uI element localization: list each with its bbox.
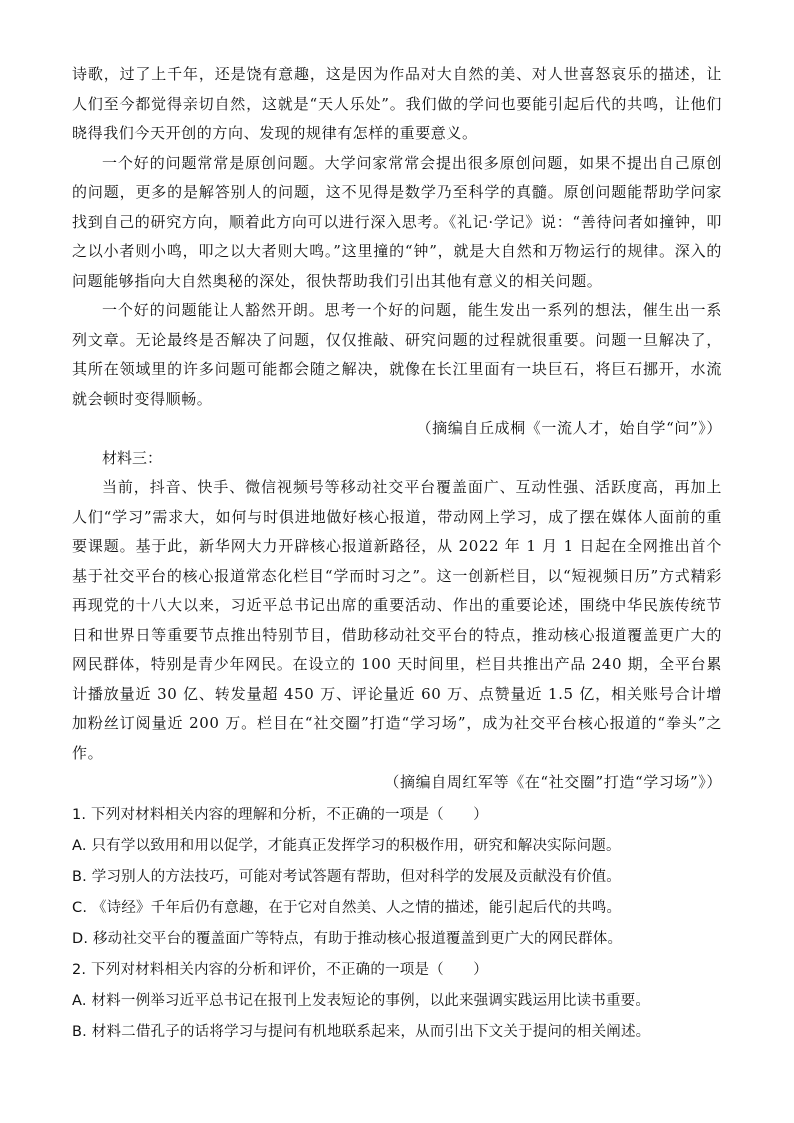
question-1 [72,800,722,955]
material-3-paragraph-1: 当前，抖音、快手、微信视频号等移动社交平台覆盖面广、互动性强、活跃度高，再加上人们“学习”需求大，如何与时俱进地做好核心报道，带动网上学习，成了摆在媒体人面前的重要课题。基于此，新华网大力开辟核心报道新路径，从 2022 年 1 月 1 日起在全网推出首个基于社交平台的核心报道常态化栏目“学而时习之”。这一创新栏目，以“短视频日历”方式精彩再现党的十八大以来，习近平总书记出席的重要活动、作出的重要论述，围绕中华民族传统节日和世界日等重要节点推出特别节目，借助移动社交平台的特点，推动核心报道覆盖更广大的网民群体，特别是青少年网民。在设立的 100 天时间里，栏目共推出产品 240 期，全平台累计播放量近 30 亿、转发量超 450 万、评论量近 60 万、点赞量近 1.5 亿，相关账号合计增加粉丝订阅量近 200 万。栏目在“社交圈”打造“学习场”，成为社交平台核心报道的“拳头”之作。 [72,478,722,762]
document-page [72,60,722,1048]
material-2-paragraph-1: 诗歌，过了上千年，还是饶有意趣，这是因为作品对大自然的美、对人世喜怒哀乐的描述，让人们至今都觉得亲切自然，这就是“天人乐处”。我们做的学问也要能引起后代的共鸣，让他们晓得我们今天开创的方向、发现的规律有怎样的重要意义。 [72,65,722,142]
question-1-option-b: B. 学习别人的方法技巧，可能对考试答题有帮助，但对科学的发展及贡献没有价值。 [72,868,621,885]
material-2-paragraph-2: 一个好的问题常常是原创问题。大学问家常常会提出很多原创问题，如果不提出自己原创的问题，更多的是解答别人的问题，这不见得是数学乃至科学的真髓。原创问题能帮助学问家找到自己的研究方向，顺着此方向可以进行深入思考。《礼记·学记》说：“善待问者如撞钟，叩之以小者则小鸣，叩之以大者则大鸣。”这里撞的“钟”，就是大自然和万物运行的规律。深入的问题能够指向大自然奥秘的深处，很快帮助我们引出其他有意义的相关问题。 [72,153,722,290]
question-2-stem: 2. 下列对材料相关内容的分析和评价，不正确的一项是（ ） [72,961,488,978]
question-1-option-a: A. 只有学以致用和用以促学，才能真正发挥学习的积极作用，研究和解决实际问题。 [72,837,621,854]
material-2-section [72,60,722,444]
material-3-source: （摘编自周红军等《在“社交圈”打造“学习场”》） [384,773,722,791]
material-2-source: （摘编自丘成桐《一流人才，始自学“问”》） [416,419,722,437]
question-1-option-c: C. 《诗经》千年后仍有意趣，在于它对自然美、人之情的描述，能引起后代的共鸣。 [72,899,622,916]
question-1-stem: 1. 下列对材料相关内容的理解和分析，不正确的一项是（ ） [72,806,488,823]
question-2 [72,955,722,1048]
question-2-option-a: A. 材料一例举习近平总书记在报刊上发表短论的事例，以此来强调实践运用比读书重要。 [72,992,651,1009]
material-3-title: 材料三： [102,448,163,467]
material-3-section [72,444,722,798]
question-2-option-b: B. 材料二借孔子的话将学习与提问有机地联系起来，从而引出下文关于提问的相关阐述。 [72,1023,651,1040]
material-2-paragraph-3: 一个好的问题能让人豁然开朗。思考一个好的问题，能生发出一系列的想法，催生出一系列文章。无论最终是否解决了问题，仅仅推敲、研究问题的过程就很重要。问题一旦解决了，其所在领域里的许多问题可能都会随之解决，就像在长江里面有一块巨石，将巨石挪开，水流就会顿时变得顺畅。 [72,301,722,408]
question-1-option-d: D. 移动社交平台的覆盖面广等特点，有助于推动核心报道覆盖到更广大的网民群体。 [72,930,623,947]
